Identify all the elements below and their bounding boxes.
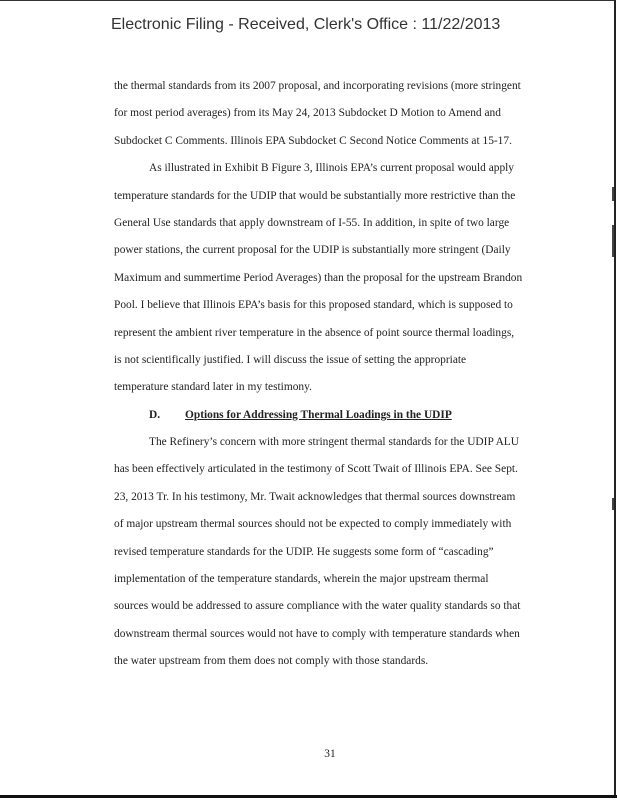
text-line: 23, 2013 Tr. In his testimony, Mr. Twait acknowledges that thermal sources downstream	[114, 490, 516, 503]
page-border-top	[0, 0, 615, 1]
text-line: for most period averages) from its May 24, 2013 Subdocket D Motion to Amend and	[114, 107, 501, 120]
margin-mark	[612, 187, 614, 201]
text-line: Pool. I believe that Illinois EPA’s basis for this proposed standard, which is supposed to	[114, 299, 513, 312]
page-border-right	[614, 0, 616, 797]
text-line: of major upstream thermal sources should not be expected to comply immediately with	[114, 518, 512, 531]
text-line: is not scientifically justified. I will discuss the issue of setting the appropriate	[114, 353, 467, 366]
text-line: the thermal standards from its 2007 proposal, and incorporating revisions (more stringent	[114, 80, 521, 92]
page-border-bottom	[0, 795, 617, 798]
text-line: power stations, the current proposal for the UDIP is substantially more stringent (Daily	[114, 244, 511, 257]
page-number: 31	[324, 748, 336, 760]
text-line: temperature standard later in my testimony.	[114, 381, 312, 394]
text-line: revised temperature standards for the UDIP. He suggests some form of “cascading”	[114, 545, 494, 558]
document-body	[114, 73, 548, 676]
text-line: sources would be addressed to assure compliance with the water quality standards so that	[114, 600, 521, 613]
text-line: As illustrated in Exhibit B Figure 3, Illinois EPA’s current proposal would apply	[149, 162, 515, 175]
section-title: Options for Addressing Thermal Loadings in the UDIP	[185, 408, 452, 421]
text-line: has been effectively articulated in the testimony of Scott Twait of Illinois EPA. See Sept.	[114, 463, 518, 476]
text-line: downstream thermal sources would not have to comply with temperature standards when	[114, 627, 520, 640]
section-heading	[114, 402, 548, 429]
margin-mark	[612, 225, 614, 257]
paragraph-2	[114, 155, 548, 402]
text-line: Maximum and summertime Period Averages) than the proposal for the upstream Brandon	[114, 271, 523, 284]
text-line: Subdocket C Comments. Illinois EPA Subdocket C Second Notice Comments at 15-17.	[114, 134, 512, 147]
paragraph-3	[114, 429, 548, 676]
text-line: the water upstream from them does not comply with those standards.	[114, 655, 429, 668]
text-line: General Use standards that apply downstream of I-55. In addition, in spite of two large	[114, 216, 510, 229]
section-letter: D.	[149, 408, 161, 421]
text-line: The Refinery’s concern with more stringent thermal standards for the UDIP ALU	[149, 436, 519, 449]
filing-stamp: Electronic Filing - Received, Clerk's Office : 11/22/2013	[111, 16, 501, 33]
text-line: implementation of the temperature standards, wherein the major upstream thermal	[114, 573, 489, 586]
margin-mark	[612, 498, 614, 510]
text-line: temperature standards for the UDIP that would be substantially more restrictive than the	[114, 189, 516, 202]
paragraph-1	[114, 73, 548, 155]
text-line: represent the ambient river temperature in the absence of point source thermal loadings,	[114, 326, 515, 339]
